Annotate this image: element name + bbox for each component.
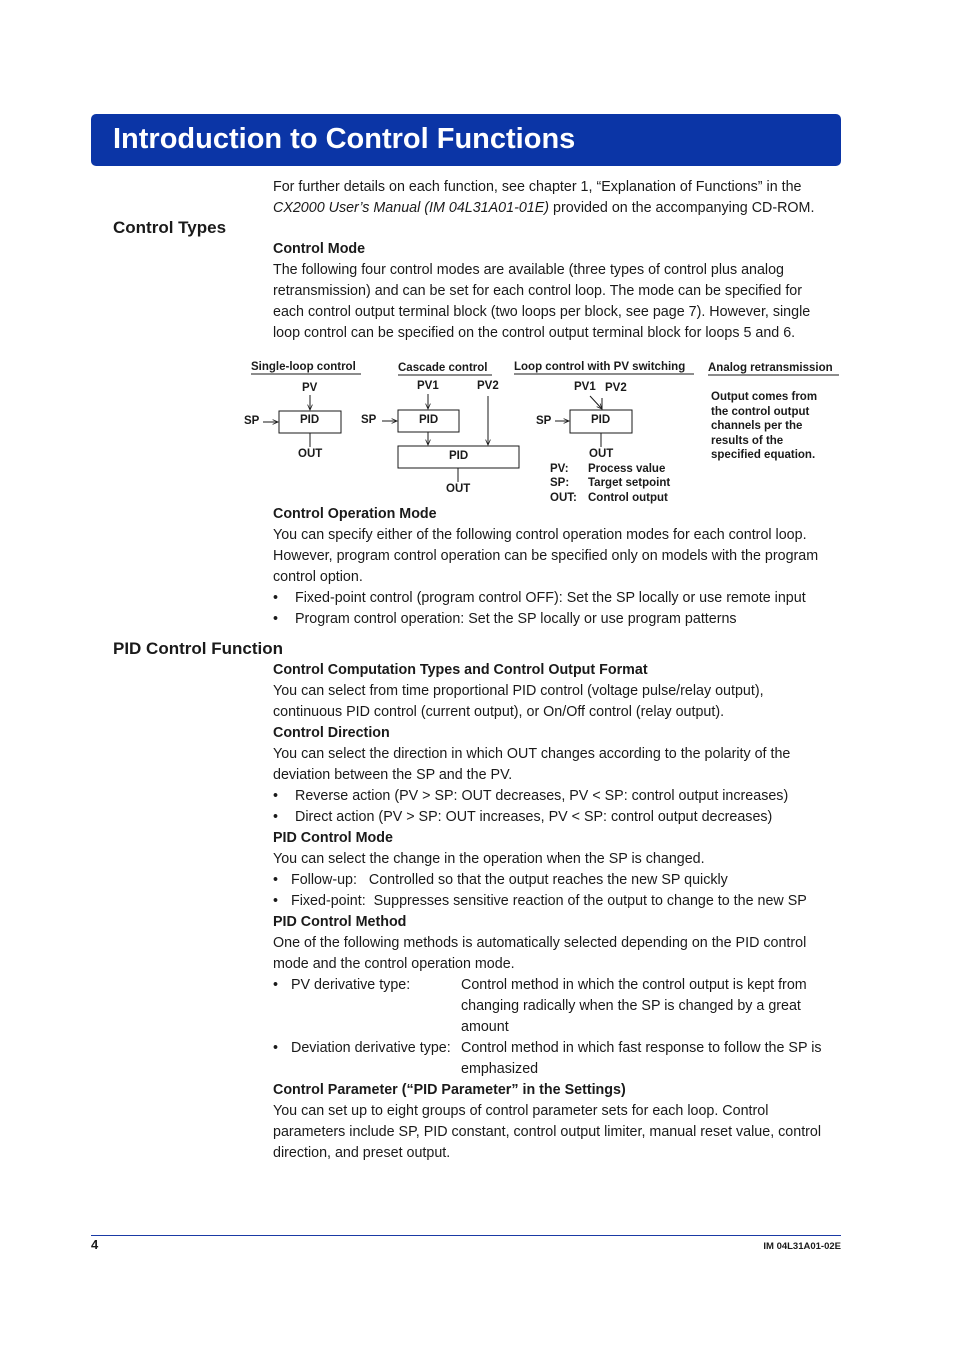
legend-text: Target setpoint [588, 477, 671, 489]
subheading-operation-mode: Control Operation Mode [273, 506, 437, 522]
definition-line: Control method in which fast response to follow the SP is [461, 1040, 822, 1056]
definition-desc [461, 975, 841, 1038]
paragraph-line: mode and the control operation mode. [273, 956, 515, 972]
intro-line-1: For further details on each function, see chapter 1, “Explanation of Functions” in the [273, 179, 802, 195]
page-title: Introduction to Control Functions [113, 123, 576, 155]
paragraph-line: You can select the change in the operation when the SP is changed. [273, 851, 705, 867]
subheading-direction: Control Direction [273, 725, 390, 741]
intro-line-2-rest: provided on the accompanying CD-ROM. [549, 200, 815, 216]
analog-retransmission-title: Analog retransmission [708, 362, 833, 374]
paragraph-line: The following four control modes are available (three types of control plus analog [273, 262, 785, 278]
bullet-text: Fixed-point control (program control OFF): Set the SP locally or use remote input [295, 590, 806, 606]
bullet-text: Direct action (PV > SP: OUT increases, PV < SP: control output decreases) [295, 809, 773, 825]
pid-function-block [273, 660, 841, 1164]
cascade-pid-label-2: PID [449, 450, 469, 462]
document-id: IM 04L31A01-02E [763, 1241, 841, 1252]
manual-reference: CX2000 User’s Manual (IM 04L31A01-01E) [273, 200, 550, 216]
analog-description [711, 390, 817, 463]
analog-line: specified equation. [711, 449, 816, 461]
definition-line: Control method in which the control output is kept from [461, 977, 807, 993]
switching-out-label: OUT [589, 448, 614, 460]
definition-term: Deviation derivative type: [291, 1040, 451, 1056]
cascade-pid-label-1: PID [419, 414, 439, 426]
definition-item: • Deviation derivative type: Control method in which fast response to follow the SP is emphasized [273, 1038, 841, 1080]
cascade-title: Cascade control [398, 362, 488, 374]
bullet-text: Follow-up: Controlled so that the output reaches the new SP quickly [291, 872, 728, 888]
switching-pv2-label: PV2 [605, 382, 627, 394]
legend-text: Control output [588, 492, 668, 504]
paragraph-line: retransmission) and can be set for each control loop. The mode can be specified for [273, 283, 803, 299]
paragraph-line: parameters include SP, PID constant, control output limiter, manual reset value, control [273, 1124, 822, 1140]
definition-line: emphasized [461, 1061, 539, 1077]
definition-item: • PV derivative type: Control method in which the control output is kept from changing radically when the SP is changed by a great amount [273, 975, 841, 1038]
switching-pid-label: PID [591, 414, 611, 426]
page-number: 4 [91, 1237, 99, 1252]
bullet-text: Program control operation: Set the SP locally or use program patterns [295, 611, 737, 627]
legend-abbr: SP: [550, 477, 570, 489]
cascade-sp-label: SP [361, 414, 377, 426]
subheading-pid-mode: PID Control Mode [273, 830, 393, 846]
switching-sp-label: SP [536, 415, 552, 427]
analog-line: the control output [711, 405, 810, 418]
definition-line: changing radically when the SP is changed by a great [461, 998, 801, 1014]
single-loop-title: Single-loop control [251, 361, 356, 373]
bullet-item: • Reverse action (PV > SP: OUT decreases, PV < SP: control output increases) [273, 788, 789, 804]
bullet-text: Reverse action (PV > SP: OUT decreases, PV < SP: control output increases) [295, 788, 789, 804]
definition-term: PV derivative type: [291, 977, 411, 993]
legend-text: Process value [588, 463, 666, 475]
subheading-computation: Control Computation Types and Control Output Format [273, 662, 648, 678]
bullet-item: • Fixed-point: Suppresses sensitive reaction of the output to change to the new SP [273, 893, 807, 909]
analog-line: channels per the [711, 420, 803, 432]
cascade-pv2-label: PV2 [477, 380, 499, 392]
definition-line: amount [461, 1019, 509, 1035]
analog-line: Output comes from [711, 391, 818, 403]
definition-desc [461, 1038, 841, 1080]
paragraph-line: You can set up to eight groups of control parameter sets for each loop. Control [273, 1103, 769, 1119]
bullet-item: • Direct action (PV > SP: OUT increases, PV < SP: control output decreases) [273, 809, 773, 825]
paragraph-line: deviation between the SP and the PV. [273, 767, 513, 783]
bullet-item: • Program control operation: Set the SP locally or use program patterns [273, 611, 737, 627]
single-out-label: OUT [298, 448, 323, 460]
paragraph-line: control option. [273, 569, 363, 585]
paragraph-line: continuous PID control (current output), or On/Off control (relay output). [273, 704, 725, 720]
operation-mode-block [273, 504, 841, 630]
footer-rule [91, 1235, 841, 1236]
subheading-control-parameter: Control Parameter (“PID Parameter” in the Settings) [273, 1082, 626, 1098]
bullet-item: • Follow-up: Controlled so that the output reaches the new SP quickly [273, 872, 728, 888]
legend-abbr: PV: [550, 463, 569, 475]
cascade-pv1-label: PV1 [417, 380, 439, 392]
paragraph-line: You can select the direction in which OUT changes according to the polarity of the [273, 746, 791, 762]
single-sp-label: SP [244, 415, 260, 427]
paragraph-line: direction, and preset output. [273, 1145, 451, 1161]
paragraph-line: One of the following methods is automatically selected depending on the PID control [273, 935, 807, 951]
paragraph-line: You can select from time proportional PID control (voltage pulse/relay output), [273, 683, 764, 699]
subheading-pid-method: PID Control Method [273, 914, 407, 930]
switching-pv1-label: PV1 [574, 381, 596, 393]
single-pid-label: PID [300, 414, 320, 426]
paragraph-line: loop control can be specified on the control output terminal block for loops 5 and 6. [273, 325, 796, 341]
pv-switching-title: Loop control with PV switching [514, 361, 686, 373]
switching-pv1-line [590, 396, 602, 409]
bullet-item: • Fixed-point control (program control OFF): Set the SP locally or use remote input [273, 590, 806, 606]
single-pv-label: PV [302, 382, 318, 394]
cascade-out-label: OUT [446, 483, 471, 495]
paragraph-line: However, program control operation can be specified only on models with the program [273, 548, 819, 564]
section-heading-pid-control: PID Control Function [113, 639, 283, 658]
subheading-control-mode: Control Mode [273, 241, 366, 257]
paragraph-line: You can specify either of the following control operation modes for each control loop. [273, 527, 807, 543]
bullet-text: Fixed-point: Suppresses sensitive reaction of the output to change to the new SP [291, 893, 807, 909]
analog-line: results of the [711, 434, 784, 447]
legend-abbr: OUT: [550, 492, 577, 504]
section-heading-control-types: Control Types [113, 218, 227, 237]
paragraph-line: each control output terminal block (two loops per block, see page 7). However, single [273, 304, 811, 320]
